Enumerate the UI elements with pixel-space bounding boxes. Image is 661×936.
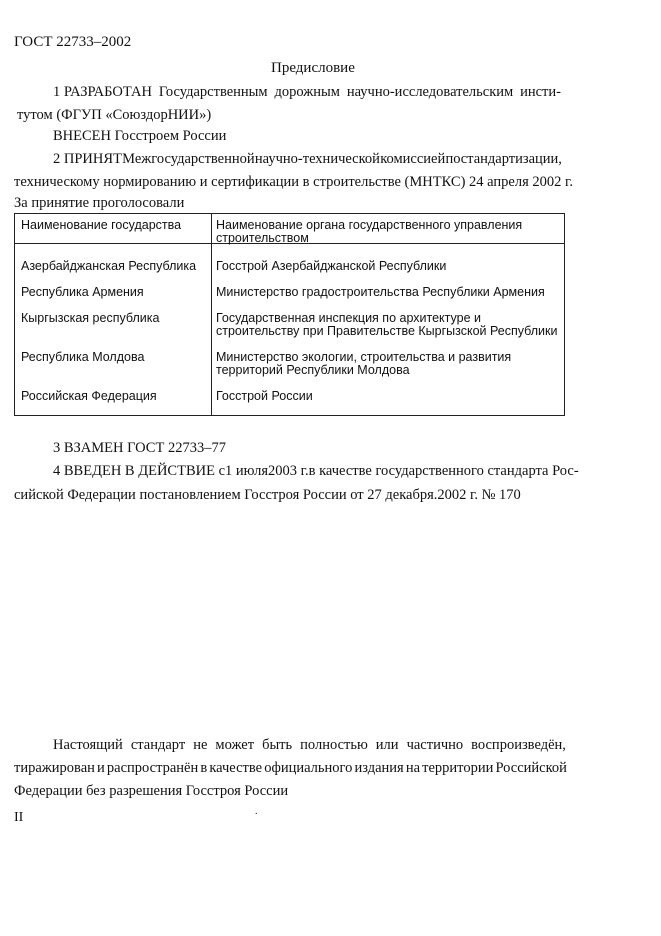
word: Межгосударственной bbox=[122, 151, 255, 167]
word: быть bbox=[262, 737, 293, 753]
word: 2 ПРИНЯТ bbox=[53, 151, 122, 167]
word: или bbox=[375, 737, 399, 753]
item2-line1 bbox=[53, 151, 562, 168]
table-header-state: Наименование государства bbox=[21, 218, 182, 232]
word: по bbox=[445, 151, 461, 167]
item1-line1 bbox=[53, 84, 561, 101]
word: на bbox=[405, 760, 421, 776]
item4-line2: сийской Федерации постановлением Госстроя России от 27 декабря.2002 г. № 170 bbox=[14, 487, 521, 503]
notice-line1 bbox=[53, 737, 566, 754]
word: научно-исследовательским bbox=[346, 84, 514, 100]
preface-title: Предисловие bbox=[271, 60, 355, 76]
word: 1 РАЗРАБОТАН bbox=[53, 84, 152, 100]
table-header-authority: Наименование органа государственного управления строительством bbox=[216, 218, 523, 245]
word: стандартизации, bbox=[460, 151, 562, 167]
states-table bbox=[14, 213, 565, 416]
word: 4 ВВЕДЕН В ДЕЙСТВИЕ с bbox=[53, 463, 226, 479]
word: Государственным bbox=[158, 84, 268, 100]
table-row-authority: Госстрой России bbox=[216, 389, 313, 403]
item3: 3 ВЗАМЕН ГОСТ 22733–77 bbox=[53, 440, 226, 456]
word: стандарт bbox=[130, 737, 186, 753]
table-row-state: Российская Федерация bbox=[21, 389, 157, 403]
item2-line2: техническому нормированию и сертификации в строительстве (МНТКС) 24 апреля 2002 г. bbox=[14, 174, 573, 190]
item4-line1 bbox=[53, 463, 579, 480]
word: воспроизведён, bbox=[471, 737, 566, 753]
word: тиражирован bbox=[14, 760, 95, 776]
item1-line2: тутом (ФГУП «СоюздорНИИ») bbox=[17, 107, 212, 123]
word: дорожным bbox=[274, 84, 340, 100]
table-row-authority: Государственная инспекция по архитектуре и строительству при Правительстве Кыргызской Республики bbox=[216, 311, 558, 338]
table-row-authority: Министерство градостроительства Республики Армения bbox=[216, 285, 545, 299]
table-row-authority: Госстрой Азербайджанской Республики bbox=[216, 259, 447, 273]
word: научно-технической bbox=[254, 151, 380, 167]
word: Настоящий bbox=[53, 737, 123, 753]
word: может bbox=[215, 737, 255, 753]
word: не bbox=[193, 737, 208, 753]
word: комиссией bbox=[380, 151, 446, 167]
voted-label: За принятие проголосовали bbox=[14, 195, 185, 211]
word: распространён bbox=[106, 760, 199, 776]
word: территории bbox=[422, 760, 494, 776]
table-row-state: Республика Молдова bbox=[21, 350, 145, 364]
document-code: ГОСТ 22733–2002 bbox=[14, 34, 132, 50]
notice-line3: Федерации без разрешения Госстроя России bbox=[14, 783, 289, 799]
table-column-divider bbox=[211, 214, 212, 415]
page-number: II bbox=[14, 810, 24, 825]
word: 2003 г. bbox=[268, 463, 309, 479]
word: полностью bbox=[300, 737, 368, 753]
word: в bbox=[200, 760, 208, 776]
word: издания bbox=[354, 760, 404, 776]
word: в качестве государственного стандарта Рос- bbox=[308, 463, 579, 479]
table-row-state: Кыргызская республика bbox=[21, 311, 160, 325]
word: Российской bbox=[495, 760, 567, 776]
table-row-state: Республика Армения bbox=[21, 285, 144, 299]
word: частично bbox=[406, 737, 464, 753]
word: и bbox=[97, 760, 105, 776]
word: качестве bbox=[209, 760, 263, 776]
notice-line2 bbox=[14, 760, 567, 777]
table-row-state: Азербайджанская Республика bbox=[21, 259, 197, 273]
table-row-authority: Министерство экологии, строительства и развития территорий Республики Молдова bbox=[216, 350, 512, 377]
word: инсти- bbox=[520, 84, 561, 100]
item1-introduced: ВНЕСЕН Госстроем России bbox=[53, 128, 227, 144]
stray-dot: . bbox=[255, 806, 258, 817]
word: 1 июля bbox=[225, 463, 269, 479]
word: официального bbox=[264, 760, 353, 776]
